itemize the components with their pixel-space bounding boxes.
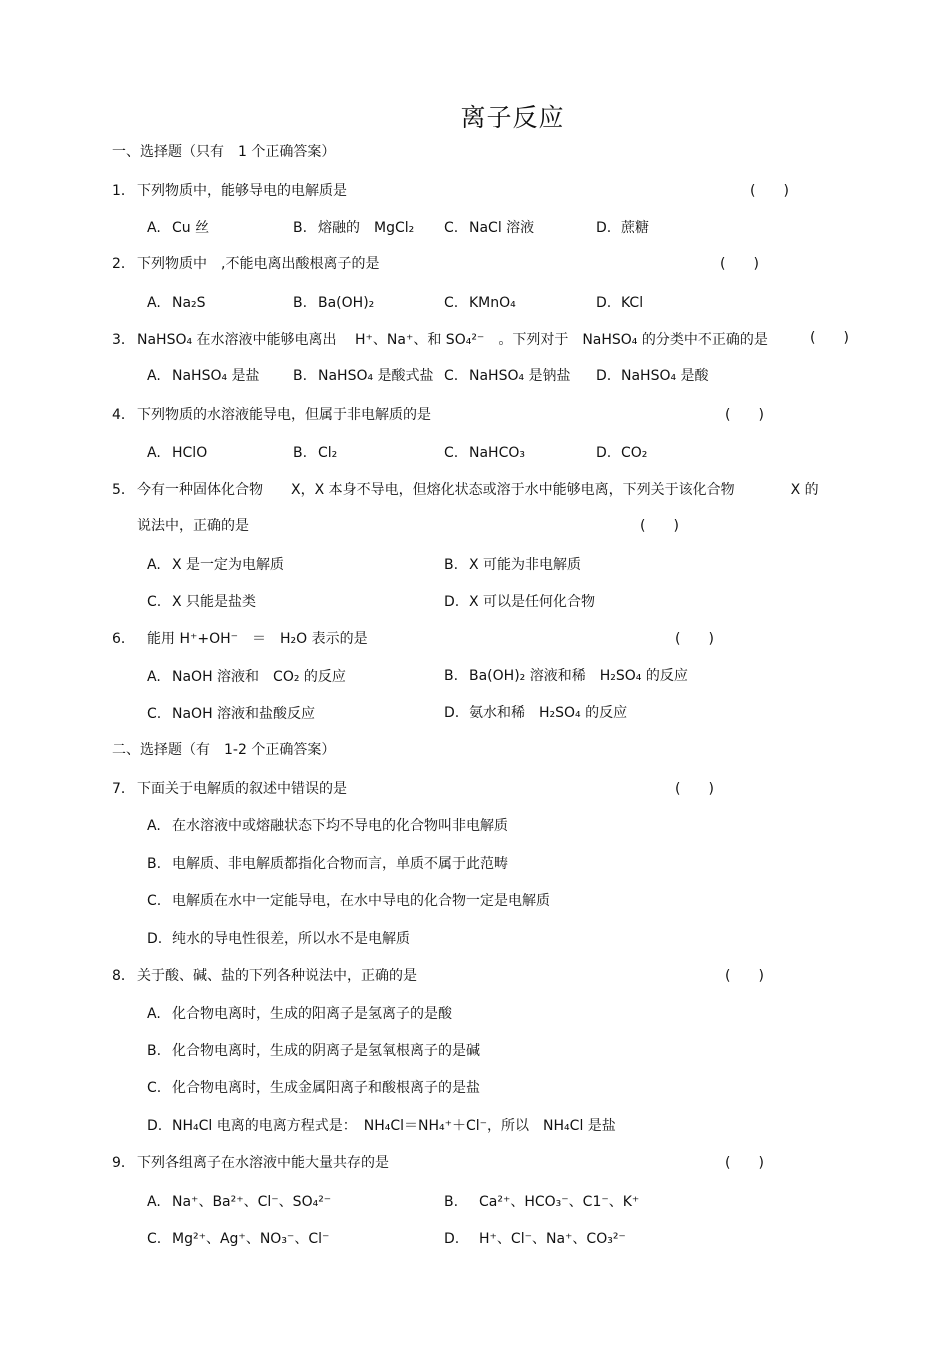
option-c [147,592,256,612]
option-text: CO₂ [621,445,648,461]
option-label: D. [596,445,612,461]
option-d [147,929,410,949]
option-text: 化合物电离时，生成的阳离子是氢离子的是酸 [172,1006,452,1022]
question-number: 3． [112,332,135,348]
question-number: 2． [112,256,135,272]
question-8 [112,966,417,986]
answer-blank: ( ) [725,1155,764,1171]
option-text: 熔融的 MgCl₂ [318,220,415,236]
option-c [147,891,550,911]
option-d [596,366,709,386]
option-label: D. [596,368,612,384]
question-4 [112,405,431,425]
option-label: A. [147,1194,161,1210]
option-c [444,293,516,313]
option-label: D. [596,220,612,236]
option-text: NaHSO₄ 是盐 [172,368,260,384]
option-d [444,703,627,723]
option-c [147,1078,480,1098]
option-text: HClO [172,445,208,461]
option-label: B. [444,668,459,684]
option-label: B. [293,295,308,311]
option-b [293,293,374,313]
question-text: 下列物质中，能够导电的电解质是 [137,183,347,199]
option-text: 电解质在水中一定能导电，在水中导电的化合物一定是电解质 [172,893,550,909]
answer-blank: ( ) [720,256,759,272]
option-a [147,1004,452,1024]
option-label: A. [147,557,161,573]
answer-blank: ( ) [750,183,789,199]
option-label: C. [444,445,459,461]
question-number: 4． [112,407,135,423]
question-text: 下列各组离子在水溶液中能大量共存的是 [137,1155,389,1171]
option-text: Cu 丝 [172,220,210,236]
option-b [293,443,337,463]
option-label: D. [147,931,163,947]
option-text: Ca²⁺、HCO₃⁻、C1⁻、K⁺ [479,1194,640,1210]
answer-blank: ( ) [810,330,849,346]
page-title: 离子反应 [460,103,565,132]
option-text: H⁺、Cl⁻、Na⁺、CO₃²⁻ [479,1231,626,1247]
question-1 [112,181,347,201]
option-a [147,293,206,313]
option-label: B. [444,1194,459,1210]
option-text: Na₂S [172,295,206,311]
answer-blank: ( ) [640,518,679,534]
option-d [444,1229,626,1249]
option-text: 化合物电离时，生成的阴离子是氢氧根离子的是碱 [172,1043,480,1059]
option-label: C. [147,1080,162,1096]
option-label: D. [444,705,460,721]
option-text: NaCl 溶液 [469,220,535,236]
option-label: A. [147,295,161,311]
option-label: C. [147,893,162,909]
option-d [444,592,595,612]
option-a [147,816,508,836]
option-label: C. [147,1231,162,1247]
option-c [444,366,571,386]
question-text: 下面关于电解质的叙述中错误的是 [137,781,347,797]
option-label: D. [147,1118,163,1134]
option-label: D. [444,1231,460,1247]
option-a [147,667,346,687]
option-text: KCl [621,295,644,311]
question-number: 8． [112,968,135,984]
question-5 [112,480,819,500]
option-text: NaOH 溶液和 CO₂ 的反应 [172,669,346,685]
option-text: X 可能为非电解质 [469,557,582,573]
option-b [444,555,581,575]
option-label: C. [444,220,459,236]
option-b [293,366,434,386]
option-label: B. [147,856,162,872]
question-3 [112,330,768,350]
option-a [147,443,207,463]
option-text: Ba(OH)₂ [318,295,375,311]
option-label: A. [147,818,161,834]
option-label: A. [147,220,161,236]
question-6 [112,629,368,649]
option-label: B. [293,368,308,384]
option-text: NaOH 溶液和盐酸反应 [172,706,316,722]
option-d [147,1116,616,1136]
section-heading-1: 一、选择题（只有 1 个正确答案） [112,144,336,160]
question-9 [112,1153,389,1173]
option-text: Na⁺、Ba²⁺、Cl⁻、SO₄²⁻ [172,1194,332,1210]
option-text: 蔗糖 [621,220,649,236]
question-7 [112,779,347,799]
option-text: NH₄Cl 电离的电离方程式是： NH₄Cl＝NH₄⁺＋Cl⁻，所以 NH₄Cl 是盐 [172,1118,616,1134]
answer-blank: ( ) [675,781,714,797]
option-text: 纯水的导电性很差，所以水不是电解质 [172,931,410,947]
question-number: 7． [112,781,135,797]
section-heading-2: 二、选择题（有 1-2 个正确答案） [112,742,336,758]
option-text: NaHCO₃ [469,445,525,461]
option-label: A. [147,1006,161,1022]
option-text: KMnO₄ [469,295,516,311]
option-text: 氨水和稀 H₂SO₄ 的反应 [469,705,628,721]
option-d [596,443,647,463]
option-text: NaHSO₄ 是酸式盐 [318,368,434,384]
option-text: Mg²⁺、Ag⁺、NO₃⁻、Cl⁻ [172,1231,330,1247]
question-number: 1． [112,183,135,199]
option-label: C. [147,594,162,610]
answer-blank: ( ) [725,968,764,984]
option-a [147,1192,331,1212]
option-text: 电解质、非电解质都指化合物而言，单质不属于此范畴 [172,856,508,872]
option-label: C. [147,706,162,722]
question-text: 今有一种固体化合物 X，X 本身不导电，但熔化状态或溶于水中能够电离，下列关于该化合物 X 的 [137,482,819,498]
question-2 [112,254,379,274]
option-text: Ba(OH)₂ 溶液和稀 H₂SO₄ 的反应 [469,668,688,684]
option-label: C. [444,295,459,311]
answer-blank: ( ) [725,407,764,423]
option-text: NaHSO₄ 是钠盐 [469,368,571,384]
option-a [147,555,284,575]
option-b [147,1041,480,1061]
question-number: 9． [112,1155,135,1171]
question-number: 6． [112,631,135,647]
question-number: 5． [112,482,135,498]
option-d [596,218,649,238]
option-c [147,1229,329,1249]
option-label: A. [147,669,161,685]
option-text: Cl₂ [318,445,338,461]
option-text: X 可以是任何化合物 [469,594,596,610]
answer-blank: ( ) [675,631,714,647]
option-label: D. [596,295,612,311]
option-label: B. [444,557,459,573]
option-label: B. [293,445,308,461]
option-text: X 是一定为电解质 [172,557,285,573]
option-d [596,293,643,313]
option-label: B. [293,220,308,236]
option-a [147,366,260,386]
question-text: 能用 H⁺+OH⁻ ＝ H₂O 表示的是 [147,631,368,647]
option-b [444,666,688,686]
question-text: NaHSO₄ 在水溶液中能够电离出 H⁺、Na⁺、和 SO₄²⁻ 。下列对于 NaHSO₄ 的分类中不正确的是 [137,332,768,348]
option-c [147,704,315,724]
option-label: B. [147,1043,162,1059]
question-text: 下列物质的水溶液能导电，但属于非电解质的是 [137,407,431,423]
option-b [293,218,414,238]
question-text: 关于酸、碱、盐的下列各种说法中，正确的是 [137,968,417,984]
option-text: X 只能是盐类 [172,594,257,610]
option-text: 化合物电离时，生成金属阳离子和酸根离子的是盐 [172,1080,480,1096]
question-text-continued: 说法中，正确的是 [137,518,249,534]
option-b [147,854,508,874]
option-c [444,443,525,463]
option-text: 在水溶液中或熔融状态下均不导电的化合物叫非电解质 [172,818,508,834]
option-label: C. [444,368,459,384]
option-label: A. [147,445,161,461]
option-a [147,218,209,238]
option-label: D. [444,594,460,610]
question-text: 下列物质中 ,不能电离出酸根离子的是 [137,256,380,272]
option-label: A. [147,368,161,384]
option-c [444,218,534,238]
option-b [444,1192,639,1212]
option-text: NaHSO₄ 是酸 [621,368,709,384]
